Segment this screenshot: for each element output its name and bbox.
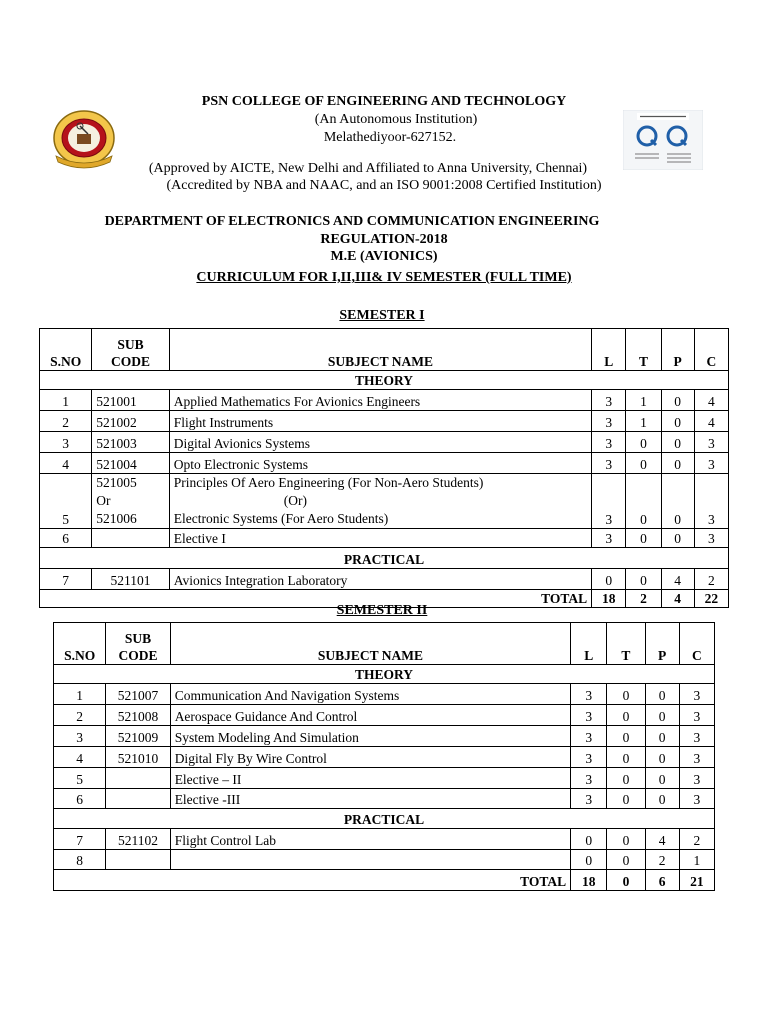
- subject-option-a: Principles Of Aero Engineering (For Non-Aero Students): [173, 475, 484, 490]
- col-sub-label: SUB: [117, 337, 144, 352]
- accreditation-line: (Accredited by NBA and NAAC, and an ISO 9001:2008 Certified Institution): [166, 178, 602, 193]
- cell-sno: 7: [40, 569, 92, 590]
- cell-code: 521004: [92, 453, 169, 474]
- cell-p: 0: [645, 726, 679, 747]
- approval-line: (Approved by AICTE, New Delhi and Affiliated to Anna University, Chennai): [148, 161, 588, 176]
- cell-code: 521010: [106, 747, 170, 768]
- cell-c: 3: [679, 768, 714, 789]
- table-header-row: [40, 329, 729, 371]
- section-row: [40, 548, 729, 569]
- table-row: [54, 747, 715, 768]
- cell-p: 4: [645, 829, 679, 850]
- cell-sno: 4: [40, 453, 92, 474]
- semester-1-title: SEMESTER I: [339, 308, 425, 323]
- cell-sno: 6: [54, 789, 106, 809]
- cell-l: 0: [571, 829, 607, 850]
- cell-subject: Flight Instruments: [169, 411, 591, 432]
- cell-c: 3: [694, 432, 728, 453]
- practical-heading: PRACTICAL: [40, 548, 729, 569]
- total-row: [54, 870, 715, 891]
- institution-status: (An Autonomous Institution): [314, 112, 478, 127]
- cell-p: 0: [661, 529, 694, 548]
- col-p: P: [645, 623, 679, 665]
- semester-2-title: SEMESTER II: [336, 603, 428, 618]
- cell-sno: 4: [54, 747, 106, 768]
- cell-l: 3: [571, 684, 607, 705]
- cell-c: 3: [679, 789, 714, 809]
- subject-or: (Or): [283, 493, 307, 508]
- table-row: [40, 529, 729, 548]
- cell-l: 3: [592, 529, 626, 548]
- col-t: T: [626, 329, 661, 371]
- cell-subject: Communication And Navigation Systems: [170, 684, 570, 705]
- table-row: [54, 726, 715, 747]
- department-title: DEPARTMENT OF ELECTRONICS AND COMMUNICATION ENGINEERING: [104, 214, 600, 229]
- table-row: [54, 684, 715, 705]
- table-row: [54, 789, 715, 809]
- cell-p: 0: [645, 768, 679, 789]
- col-subject-name: SUBJECT NAME: [170, 623, 570, 665]
- cell-c: 3: [694, 453, 728, 474]
- total-t: 0: [607, 870, 645, 891]
- cell-sno: 1: [40, 390, 92, 411]
- total-label: TOTAL: [54, 870, 571, 891]
- theory-heading: THEORY: [40, 371, 729, 390]
- cell-subject: Flight Control Lab: [170, 829, 570, 850]
- cell-code: [106, 850, 170, 870]
- cell-code: 521002: [92, 411, 169, 432]
- semester-1-table: [39, 328, 729, 608]
- code-or: Or: [96, 493, 111, 508]
- cell-p: 0: [661, 453, 694, 474]
- cell-p: 0: [661, 474, 694, 529]
- college-name: PSN COLLEGE OF ENGINEERING AND TECHNOLOGY: [201, 94, 567, 109]
- cell-subject: [170, 850, 570, 870]
- cell-subject: Aerospace Guidance And Control: [170, 705, 570, 726]
- section-row: [54, 665, 715, 684]
- regulation-title: REGULATION-2018: [320, 232, 448, 247]
- col-l: L: [571, 623, 607, 665]
- cell-l: 3: [592, 411, 626, 432]
- total-l: 18: [592, 590, 626, 608]
- cell-code: 521001: [92, 390, 169, 411]
- cell-code: 521007: [106, 684, 170, 705]
- code-option-b: 521006: [96, 511, 137, 526]
- cell-code: 521003: [92, 432, 169, 453]
- cell-sno: 3: [54, 726, 106, 747]
- cell-t: 0: [607, 684, 645, 705]
- cell-p: 4: [661, 569, 694, 590]
- cell-sno: 5: [40, 474, 92, 529]
- cell-subject: Avionics Integration Laboratory: [169, 569, 591, 590]
- col-p: P: [661, 329, 694, 371]
- total-c: 21: [679, 870, 714, 891]
- cell-subject: Elective -III: [170, 789, 570, 809]
- table-row: [40, 453, 729, 474]
- code-option-a: 521005: [96, 475, 137, 490]
- cell-l: 3: [592, 390, 626, 411]
- cell-c: 4: [694, 390, 728, 411]
- col-l: L: [592, 329, 626, 371]
- col-subject-name: SUBJECT NAME: [169, 329, 591, 371]
- section-row: [40, 371, 729, 390]
- cell-sno: 1: [54, 684, 106, 705]
- cell-t: 0: [607, 850, 645, 870]
- cell-code: [106, 789, 170, 809]
- cell-sno: 3: [40, 432, 92, 453]
- cell-t: 1: [626, 411, 661, 432]
- theory-heading: THEORY: [54, 665, 715, 684]
- cell-sno: 2: [54, 705, 106, 726]
- cell-p: 0: [645, 789, 679, 809]
- total-t: 2: [626, 590, 661, 608]
- cell-t: 0: [607, 789, 645, 809]
- total-label: TOTAL: [40, 590, 592, 608]
- cell-c: 1: [679, 850, 714, 870]
- section-row: [54, 809, 715, 829]
- col-sub-code: [92, 329, 169, 371]
- cell-l: 3: [571, 705, 607, 726]
- col-code-label: CODE: [118, 648, 158, 663]
- cell-code: 521009: [106, 726, 170, 747]
- curriculum-title: CURRICULUM FOR I,II,III& IV SEMESTER (FULL TIME): [196, 270, 572, 285]
- cell-l: 3: [592, 432, 626, 453]
- cell-subject: System Modeling And Simulation: [170, 726, 570, 747]
- cell-c: 3: [679, 684, 714, 705]
- cell-l: 3: [592, 474, 626, 529]
- cell-subject: Digital Avionics Systems: [169, 432, 591, 453]
- cell-t: 0: [607, 705, 645, 726]
- practical-heading: PRACTICAL: [54, 809, 715, 829]
- cell-l: 3: [571, 789, 607, 809]
- cell-t: 0: [626, 474, 661, 529]
- cell-c: 2: [694, 569, 728, 590]
- cell-code: 521102: [106, 829, 170, 850]
- cell-c: 3: [679, 747, 714, 768]
- cell-sno: 5: [54, 768, 106, 789]
- cell-p: 0: [645, 684, 679, 705]
- table-header-row: [54, 623, 715, 665]
- cell-subject: Elective – II: [170, 768, 570, 789]
- cell-c: 3: [679, 726, 714, 747]
- total-l: 18: [571, 870, 607, 891]
- cell-code-alternatives: [92, 474, 169, 529]
- total-c: 22: [694, 590, 728, 608]
- col-sno: S.NO: [54, 623, 106, 665]
- cell-t: 0: [626, 453, 661, 474]
- table-row: [54, 768, 715, 789]
- cell-p: 0: [645, 705, 679, 726]
- col-code-label: CODE: [111, 354, 151, 369]
- col-sub-label: SUB: [124, 631, 152, 646]
- cell-p: 0: [645, 747, 679, 768]
- cell-l: 3: [592, 453, 626, 474]
- cell-sno: 2: [40, 411, 92, 432]
- cell-t: 0: [607, 747, 645, 768]
- col-sno: S.NO: [40, 329, 92, 371]
- cell-t: 0: [607, 726, 645, 747]
- cell-t: 0: [626, 529, 661, 548]
- subject-option-b: Electronic Systems (For Aero Students): [173, 511, 389, 526]
- total-p: 4: [661, 590, 694, 608]
- cell-l: 0: [592, 569, 626, 590]
- total-p: 6: [645, 870, 679, 891]
- cell-p: 0: [661, 411, 694, 432]
- table-row: [54, 850, 715, 870]
- cell-subject: Opto Electronic Systems: [169, 453, 591, 474]
- cell-l: 3: [571, 747, 607, 768]
- table-row: [54, 829, 715, 850]
- cell-c: 4: [694, 411, 728, 432]
- cell-t: 0: [607, 768, 645, 789]
- cell-t: 0: [607, 829, 645, 850]
- col-sub-code: [106, 623, 170, 665]
- program-title: M.E (AVIONICS): [330, 249, 438, 264]
- col-t: T: [607, 623, 645, 665]
- table-row: [40, 390, 729, 411]
- table-row: [40, 474, 729, 529]
- cell-p: 2: [645, 850, 679, 870]
- cell-c: 3: [694, 529, 728, 548]
- cell-subject: Elective I: [169, 529, 591, 548]
- cell-sno: 6: [40, 529, 92, 548]
- cell-p: 0: [661, 390, 694, 411]
- cell-l: 3: [571, 768, 607, 789]
- cell-c: 3: [694, 474, 728, 529]
- college-address: Melathediyoor-627152.: [323, 130, 457, 145]
- table-row: [54, 705, 715, 726]
- cell-p: 0: [661, 432, 694, 453]
- col-c: C: [679, 623, 714, 665]
- cell-sno: 7: [54, 829, 106, 850]
- table-row: [40, 432, 729, 453]
- cell-t: 1: [626, 390, 661, 411]
- cell-l: 0: [571, 850, 607, 870]
- table-row: [40, 569, 729, 590]
- cell-subject: Digital Fly By Wire Control: [170, 747, 570, 768]
- cell-l: 3: [571, 726, 607, 747]
- cell-t: 0: [626, 432, 661, 453]
- table-row: [40, 411, 729, 432]
- cell-sno: 8: [54, 850, 106, 870]
- cell-code: 521008: [106, 705, 170, 726]
- cell-code: 521101: [92, 569, 169, 590]
- cell-c: 2: [679, 829, 714, 850]
- cell-c: 3: [679, 705, 714, 726]
- col-c: C: [694, 329, 728, 371]
- cell-code: [106, 768, 170, 789]
- cell-subject: Applied Mathematics For Avionics Engineers: [169, 390, 591, 411]
- cell-t: 0: [626, 569, 661, 590]
- semester-2-table: [53, 622, 715, 891]
- cell-code: [92, 529, 169, 548]
- cell-subject-alternatives: [169, 474, 591, 529]
